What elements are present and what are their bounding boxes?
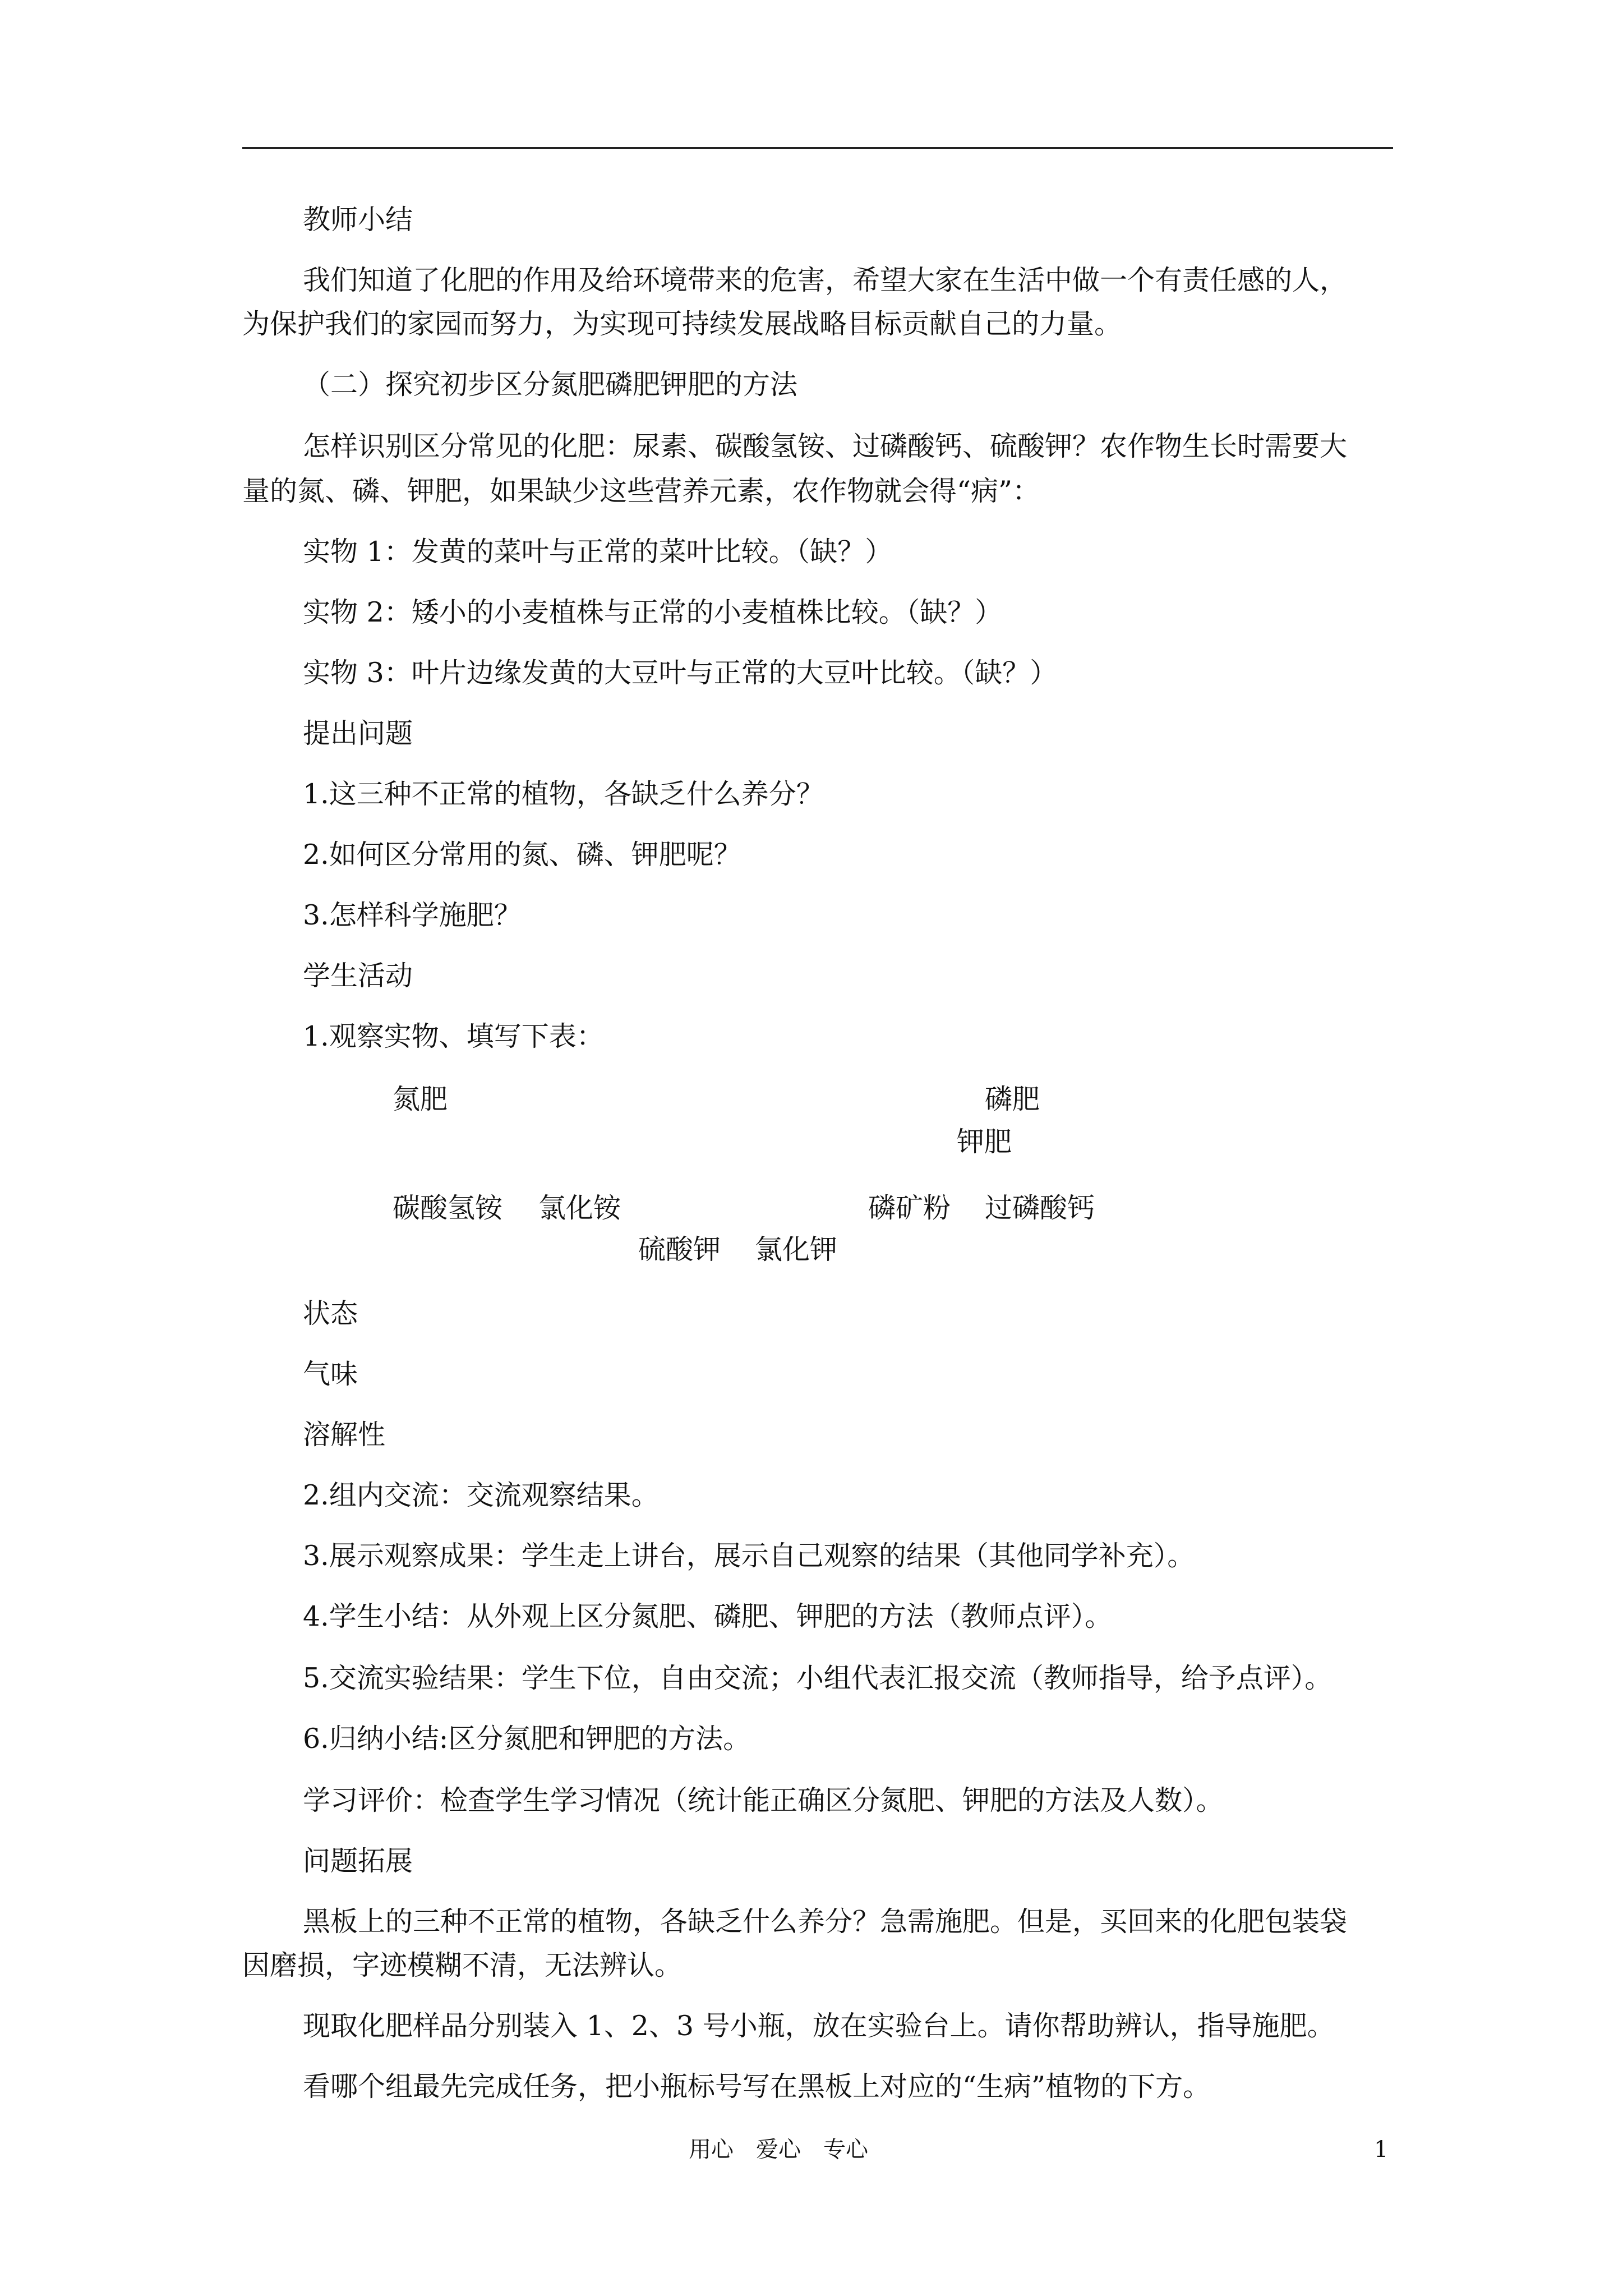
- extension-task: 现取化肥样品分别装入 1、2、3 号小瓶，放在实验台上。请你帮助辨认，指导施肥。: [303, 2010, 1335, 2042]
- specimen-3: 实物 3：叶片边缘发黄的大豆叶与正常的大豆叶比较。（缺？）: [303, 657, 1058, 689]
- activity-4: 4.学生小结：从外观上区分氮肥、磷肥、钾肥的方法（教师点评）。: [303, 1600, 1113, 1632]
- table-header-phosphorus: 磷肥: [985, 1083, 1040, 1115]
- activity-5: 5.交流实验结果：学生下位，自由交流；小组代表汇报交流（教师指导，给予点评）。: [303, 1662, 1332, 1694]
- extension-line-2: 因磨损，字迹模糊不清，无法辨认。: [242, 1949, 683, 1981]
- intro-line-2: 量的氮、磷、钾肥，如果缺少这些营养元素，农作物就会得“病”：: [242, 475, 1040, 507]
- question-1: 1.这三种不正常的植物，各缺乏什么养分？: [303, 778, 824, 810]
- table-item-ammonium-bicarbonate: 碳酸氢铵: [393, 1192, 503, 1224]
- header-rule: [242, 147, 1393, 149]
- intro-line-1: 怎样识别区分常见的化肥：尿素、碳酸氢铵、过磷酸钙、硫酸钾？农作物生长时需要大: [303, 430, 1348, 462]
- extension-line-1: 黑板上的三种不正常的植物，各缺乏什么养分？急需施肥。但是，买回来的化肥包装袋: [303, 1906, 1348, 1938]
- table-item-superphosphate: 过磷酸钙: [985, 1192, 1095, 1224]
- learning-evaluation: 学习评价：检查学生学习情况（统计能正确区分氮肥、钾肥的方法及人数）。: [303, 1784, 1224, 1816]
- teacher-summary-line-1: 我们知道了化肥的作用及给环境带来的危害，希望大家在生活中做一个有责任感的人，: [303, 264, 1348, 296]
- activity-heading: 学生活动: [303, 960, 413, 992]
- table-header-potassium: 钾肥: [957, 1126, 1012, 1158]
- questions-heading: 提出问题: [303, 717, 413, 749]
- teacher-summary-line-2: 为保护我们的家园而努力，为实现可持续发展战略目标贡献自己的力量。: [242, 308, 1122, 340]
- table-row-odor: 气味: [303, 1358, 358, 1390]
- extension-heading: 问题拓展: [303, 1845, 413, 1877]
- activity-6: 6.归纳小结:区分氮肥和钾肥的方法。: [303, 1723, 751, 1755]
- table-item-ammonium-chloride: 氯化铵: [538, 1192, 621, 1224]
- page-number: 1: [1374, 2137, 1389, 2162]
- table-item-potassium-chloride: 氯化钾: [755, 1234, 838, 1266]
- activity-3: 3.展示观察成果：学生走上讲台，展示自己观察的结果（其他同学补充）。: [303, 1540, 1195, 1572]
- table-item-potassium-sulfate: 硫酸钾: [638, 1234, 721, 1266]
- activity-2: 2.组内交流：交流观察结果。: [303, 1479, 659, 1511]
- specimen-1: 实物 1：发黄的菜叶与正常的菜叶比较。（缺？）: [303, 536, 893, 568]
- teacher-summary-heading: 教师小结: [303, 204, 413, 236]
- table-header-nitrogen: 氮肥: [393, 1083, 448, 1115]
- table-row-state: 状态: [303, 1297, 358, 1329]
- footer-motto: 用心 爱心 专心: [689, 2137, 868, 2162]
- table-item-phosphate-rock: 磷矿粉: [868, 1192, 951, 1224]
- question-3: 3.怎样科学施肥？: [303, 899, 522, 931]
- specimen-2: 实物 2：矮小的小麦植株与正常的小麦植株比较。（缺？）: [303, 596, 1003, 628]
- table-row-solubility: 溶解性: [303, 1419, 386, 1451]
- activity-1: 1.观察实物、填写下表：: [303, 1020, 604, 1052]
- question-2: 2.如何区分常用的氮、磷、钾肥呢？: [303, 839, 741, 871]
- section-2-title: （二）探究初步区分氮肥磷肥钾肥的方法: [303, 369, 798, 401]
- extension-goal: 看哪个组最先完成任务，把小瓶标号写在黑板上对应的“生病”植物的下方。: [303, 2070, 1211, 2102]
